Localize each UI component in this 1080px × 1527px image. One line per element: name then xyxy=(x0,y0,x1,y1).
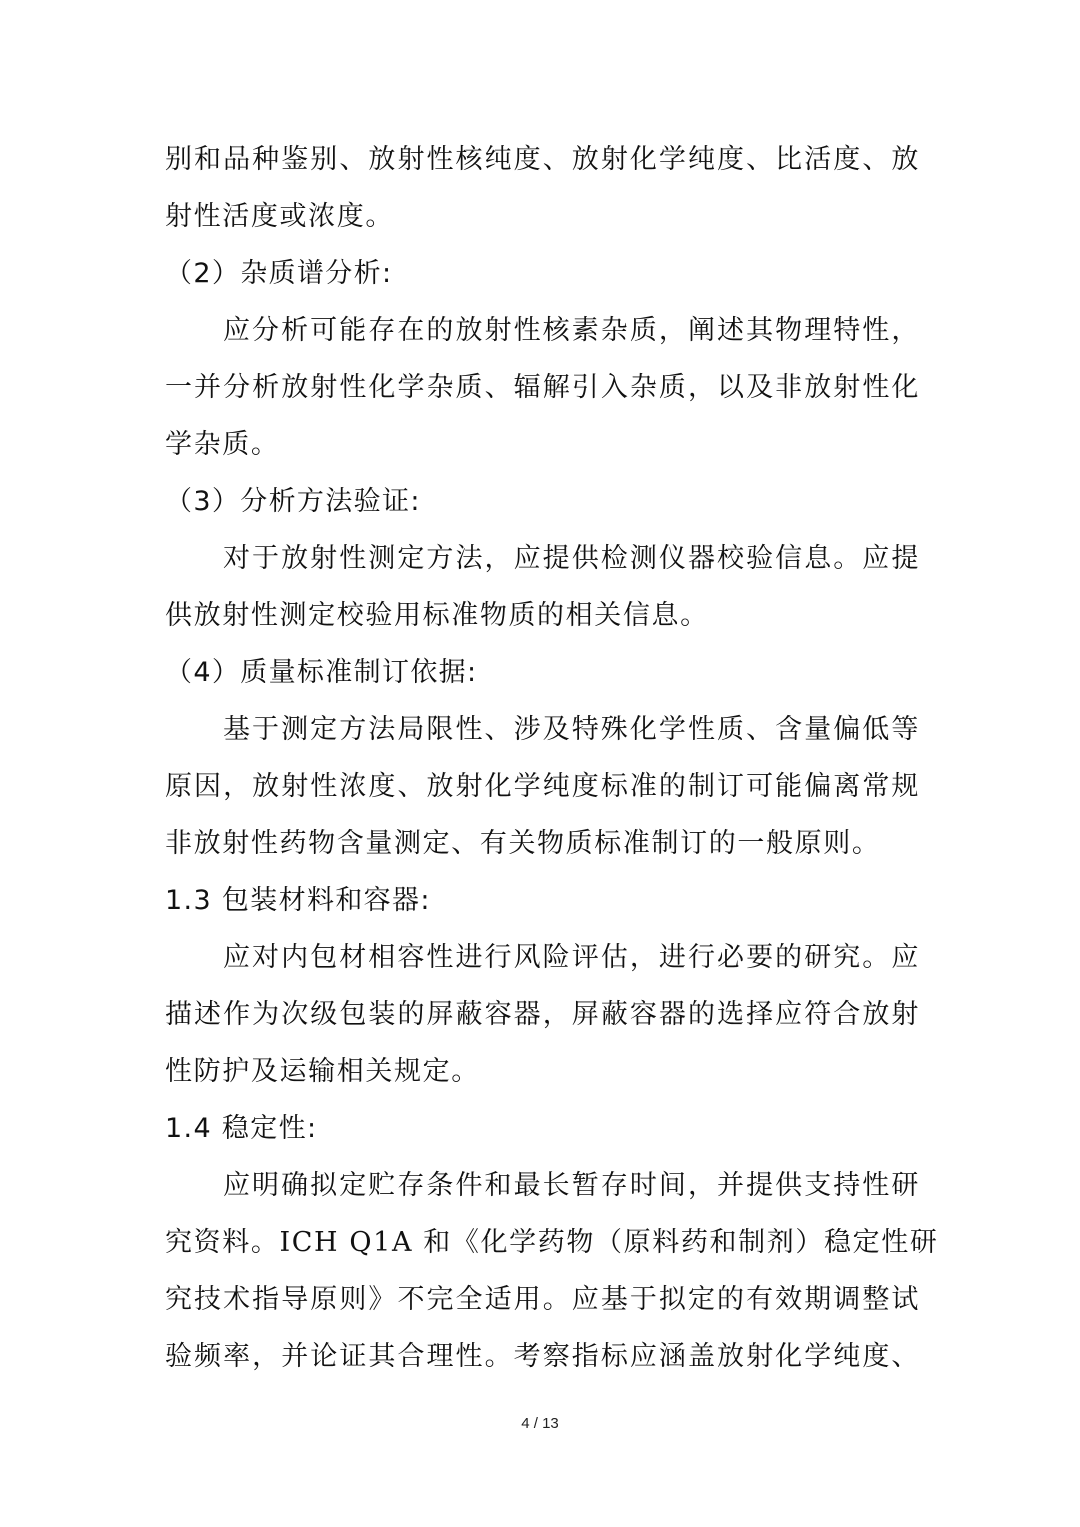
section-heading-packaging: 1.3 包装材料和容器: xyxy=(165,885,431,916)
body-line: 射性活度或浓度。 xyxy=(165,201,394,232)
section-heading-stability: 1.4 稳定性: xyxy=(165,1113,318,1144)
body-line: 供放射性测定校验用标准物质的相关信息。 xyxy=(165,600,709,631)
body-line: 对于放射性测定方法，应提供检测仪器校验信息。应提 xyxy=(223,543,920,574)
body-line: 描述作为次级包装的屏蔽容器，屏蔽容器的选择应符合放射 xyxy=(165,999,920,1030)
section-heading-spec-basis: （4）质量标准制订依据: xyxy=(165,657,478,688)
document-body xyxy=(165,131,939,1385)
body-line: 基于测定方法局限性、涉及特殊化学性质、含量偏低等 xyxy=(223,714,920,745)
section-heading-method-validation: （3）分析方法验证: xyxy=(165,486,421,517)
body-line: 应分析可能存在的放射性核素杂质，阐述其物理特性， xyxy=(223,315,920,346)
body-line: 验频率，并论证其合理性。考察指标应涵盖放射化学纯度、 xyxy=(165,1341,920,1372)
body-line: 究技术指导原则》不完全适用。应基于拟定的有效期调整试 xyxy=(165,1284,920,1315)
body-line: 非放射性药物含量测定、有关物质标准制订的一般原则。 xyxy=(165,828,881,859)
section-heading-impurity-profile: （2）杂质谱分析: xyxy=(165,258,393,289)
body-line: 学杂质。 xyxy=(165,429,280,460)
body-line: 性防护及运输相关规定。 xyxy=(165,1056,480,1087)
page-number: 4 / 13 xyxy=(521,1415,559,1432)
body-line: 原因，放射性浓度、放射化学纯度标准的制订可能偏离常规 xyxy=(165,771,920,802)
body-line: 应明确拟定贮存条件和最长暂存时间，并提供支持性研 xyxy=(223,1170,920,1201)
body-line: 一并分析放射性化学杂质、辐解引入杂质，以及非放射性化 xyxy=(165,372,920,403)
body-line: 别和品种鉴别、放射性核纯度、放射化学纯度、比活度、放 xyxy=(165,144,920,175)
body-line: 应对内包材相容性进行风险评估，进行必要的研究。应 xyxy=(223,942,920,973)
body-line: 究资料。ICH Q1A 和《化学药物（原料药和制剂）稳定性研 xyxy=(165,1227,939,1258)
